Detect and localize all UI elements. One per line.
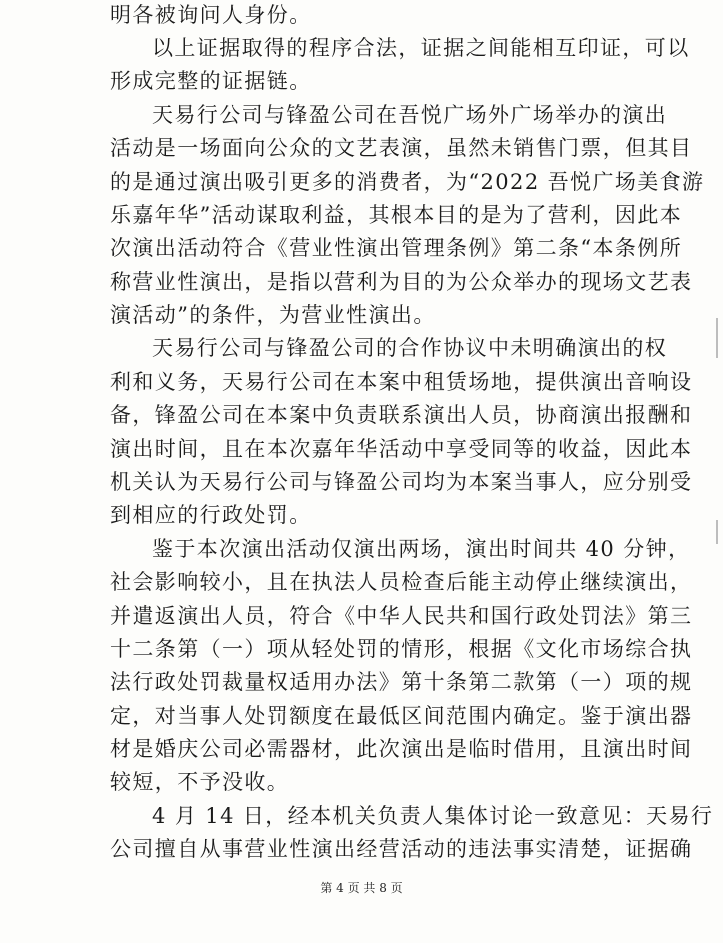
text-line: 演活动”的条件，为营业性演出。: [110, 303, 436, 327]
text-line: 称营业性演出，是指以营利为目的为公众举办的现场文艺表: [110, 270, 693, 294]
text-line: 明各被询问人身份。: [110, 3, 312, 27]
page-number: 第 4 页 共 8 页: [320, 881, 403, 895]
text-line: 社会影响较小，且在执法人员检查后能主动停止继续演出，: [110, 570, 693, 594]
text-line: 到相应的行政处罚。: [110, 503, 312, 527]
text-line: 法行政处罚裁量权适用办法》第十条第二款第（一）项的规: [110, 670, 693, 694]
text-line: 十二条第（一）项从轻处罚的情形，根据《文化市场综合执: [110, 637, 693, 661]
text-line: 形成完整的证据链。: [110, 69, 312, 93]
scan-edge-mark: [716, 520, 718, 544]
text-line: 材是婚庆公司必需器材，此次演出是临时借用，且演出时间: [110, 737, 693, 761]
text-line: 较短，不予没收。: [110, 770, 290, 794]
text-line: 天易行公司与锋盈公司的合作协议中未明确演出的权: [152, 336, 668, 360]
text-line: 定，对当事人处罚额度在最低区间范围内确定。鉴于演出器: [110, 704, 693, 728]
text-line: 并遣返演出人员，符合《中华人民共和国行政处罚法》第三: [110, 604, 693, 628]
text-line: 机关认为天易行公司与锋盈公司均为本案当事人，应分别受: [110, 470, 693, 494]
text-line: 公司擅自从事营业性演出经营活动的违法事实清楚，证据确: [110, 837, 693, 861]
text-line: 活动是一场面向公众的文艺表演，虽然未销售门票，但其目: [110, 136, 693, 160]
text-line: 备，锋盈公司在本案中负责联系演出人员，协商演出报酬和: [110, 403, 693, 427]
scan-edge-mark: [716, 318, 718, 358]
text-line: 鉴于本次演出活动仅演出两场，演出时间共 40 分钟，: [152, 537, 691, 561]
text-line: 的是通过演出吸引更多的消费者，为“2022 吾悦广场美食游: [110, 170, 705, 194]
text-line: 利和义务，天易行公司在本案中租赁场地，提供演出音响设: [110, 370, 693, 394]
text-line: 4 月 14 日，经本机关负责人集体讨论一致意见：天易行: [152, 804, 714, 828]
text-line: 以上证据取得的程序合法，证据之间能相互印证，可以: [152, 36, 690, 60]
text-line: 乐嘉年华”活动谋取利益，其根本目的是为了营利，因此本: [110, 203, 683, 227]
text-line: 演出时间，且在本次嘉年华活动中享受同等的收益，因此本: [110, 437, 693, 461]
text-line: 天易行公司与锋盈公司在吾悦广场外广场举办的演出: [152, 103, 668, 127]
text-line: 次演出活动符合《营业性演出管理条例》第二条“本条例所: [110, 236, 683, 260]
